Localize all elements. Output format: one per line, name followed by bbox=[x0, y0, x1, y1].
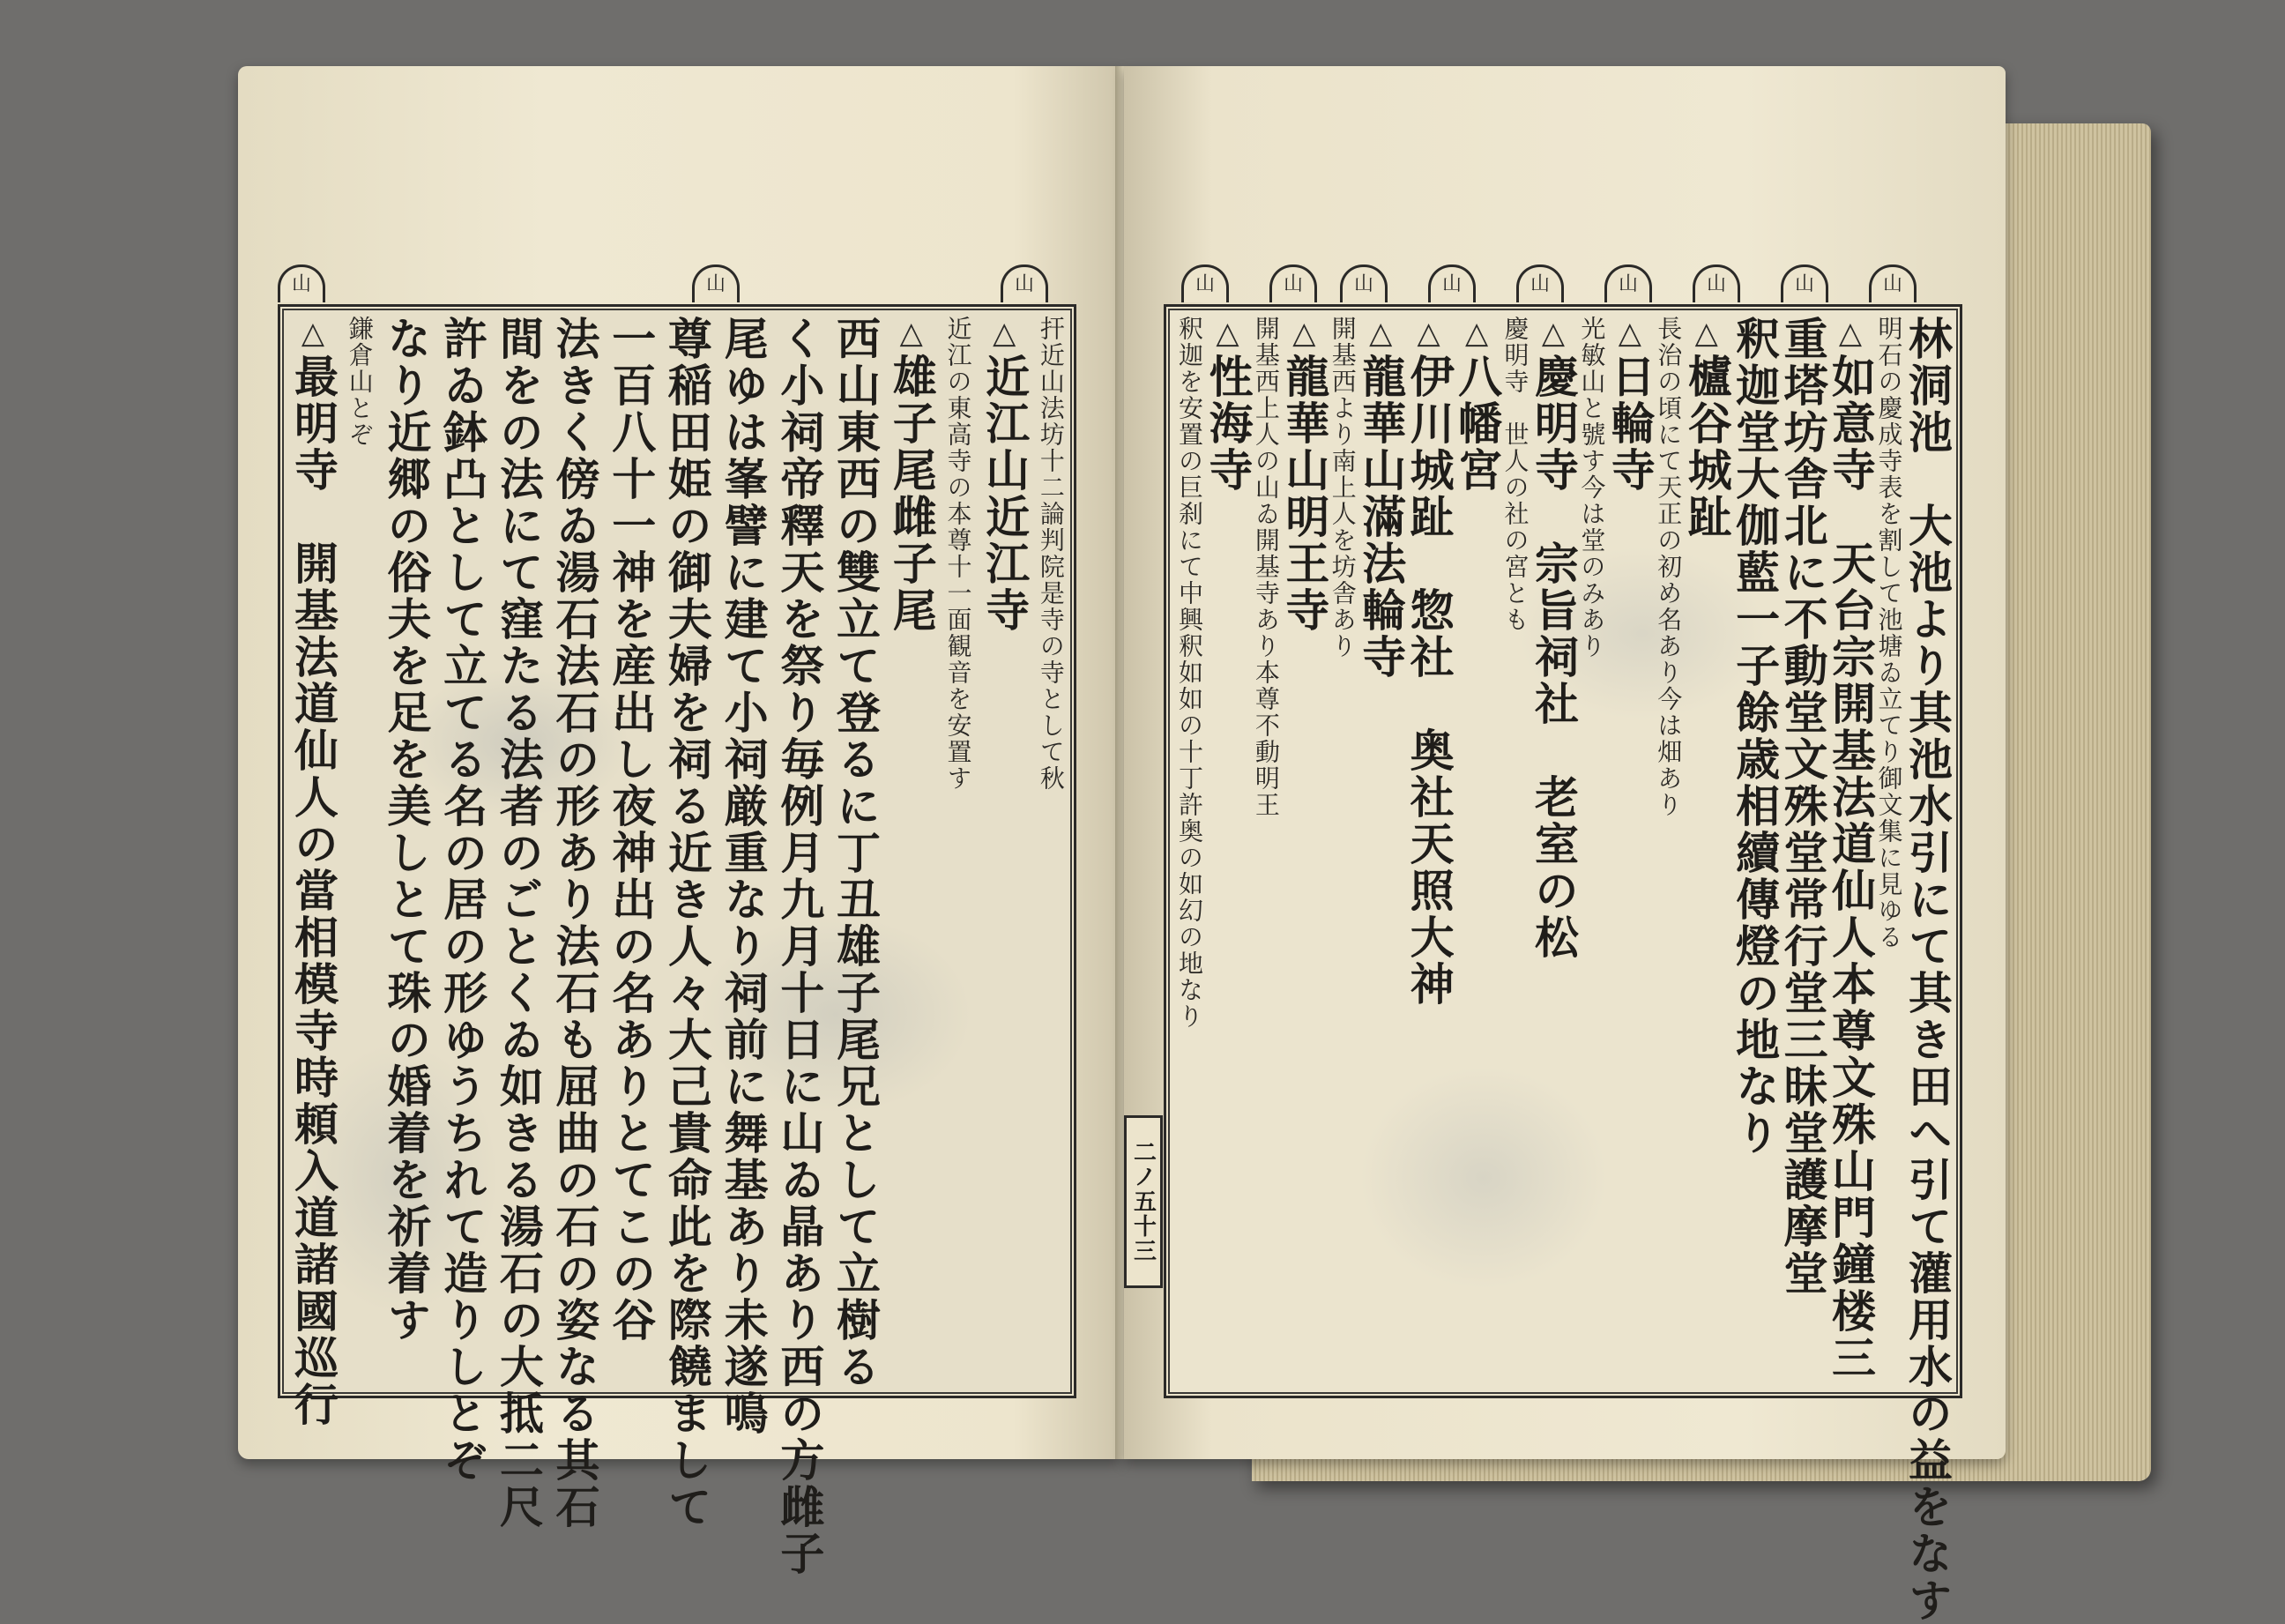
left-header-tabs bbox=[278, 264, 1071, 304]
annotation-column bbox=[345, 316, 375, 1387]
column-text: なり近郷の俗夫を足を美しとて珠の婚着を祈着す bbox=[380, 316, 433, 1344]
header-tab: 山 bbox=[692, 264, 740, 302]
text-column bbox=[830, 316, 882, 1390]
column-text: 伊川城趾 惣社 奥社天照大神 bbox=[1403, 354, 1455, 1008]
entry-marker: △ bbox=[1833, 316, 1868, 354]
text-column bbox=[1278, 316, 1331, 1387]
header-tab: 山 bbox=[1604, 264, 1652, 302]
column-text: 雄子尾雌子尾 bbox=[885, 354, 938, 634]
text-column bbox=[287, 316, 339, 1428]
text-column bbox=[1776, 316, 1829, 1387]
column-text: 慶明寺 世人の社の宮とも bbox=[1500, 316, 1530, 633]
text-column bbox=[548, 316, 601, 1531]
annotation-column bbox=[1874, 316, 1904, 1387]
header-tab: 山 bbox=[278, 264, 325, 302]
column-text: 龍華山滿法輪寺 bbox=[1355, 354, 1408, 681]
header-tab: 山 bbox=[1693, 264, 1740, 302]
open-book bbox=[238, 48, 2045, 1624]
column-text: 許ゐ鉢凸として立てる名の居の形ゆうちれて造りしとぞ bbox=[436, 316, 489, 1484]
entry-marker: △ bbox=[986, 316, 1023, 354]
column-text: 林洞池 大池より其池水引にて其き田へ引て灌用水の益をなす bbox=[1901, 316, 1954, 1624]
column-text: 尊稲田姫の御夫婦を祠る近き人々大己貴命此を際饒まして bbox=[660, 316, 713, 1531]
text-column bbox=[717, 316, 770, 1437]
entry-marker: △ bbox=[1459, 316, 1495, 354]
column-text: 法きく傍ゐ湯石法石の形あり法石も屈曲の石の姿なる其石 bbox=[548, 316, 601, 1531]
column-text: 釈迦堂大伽藍一子餘歳相續傳燈の地なり bbox=[1729, 316, 1782, 1157]
column-text: 龍華山明王寺 bbox=[1278, 354, 1331, 634]
entry-marker: △ bbox=[893, 316, 929, 354]
column-text: 鎌倉山とぞ bbox=[345, 316, 375, 448]
column-text: 性海寺 bbox=[1202, 354, 1254, 494]
text-column bbox=[1825, 316, 1877, 1387]
column-text: 近江山近江寺 bbox=[979, 354, 1031, 634]
text-column bbox=[773, 316, 826, 1577]
entry-marker: △ bbox=[1535, 316, 1571, 354]
annotation-column bbox=[1500, 316, 1530, 1387]
column-text: 慶明寺 宗旨祠社 老室の松 bbox=[1527, 354, 1580, 961]
text-column bbox=[1355, 316, 1408, 1387]
column-text: 重塔坊舎北に不動堂文殊堂常行堂三昧堂護摩堂 bbox=[1776, 316, 1829, 1297]
annotation-column bbox=[1577, 316, 1607, 1387]
header-tab: 山 bbox=[1181, 264, 1229, 302]
column-text: 光敏山と號す今は堂のみあり bbox=[1577, 316, 1607, 659]
column-text: 一百八十一神を産出し夜神出の名ありとてこの谷 bbox=[605, 316, 658, 1344]
header-tab: 山 bbox=[1516, 264, 1564, 302]
right-header-tabs bbox=[1164, 264, 1957, 304]
text-column bbox=[1729, 316, 1782, 1387]
entry-marker: △ bbox=[1363, 316, 1399, 354]
text-column bbox=[1527, 316, 1580, 1387]
annotation-column bbox=[1654, 316, 1684, 1387]
column-text: 最明寺 開基法道仙人の當相模寺時頼入道諸國巡行 bbox=[287, 354, 339, 1428]
left-page bbox=[238, 66, 1120, 1577]
column-text: 開基西より南上人を坊舎あり bbox=[1328, 316, 1358, 659]
column-text: 日輪寺 bbox=[1604, 354, 1656, 494]
column-text: 八幡宮 bbox=[1451, 354, 1504, 494]
text-column bbox=[492, 316, 545, 1531]
text-column bbox=[1403, 316, 1455, 1387]
header-tab: 山 bbox=[1781, 264, 1828, 302]
right-text-frame bbox=[1164, 304, 1962, 1624]
entry-marker: △ bbox=[1611, 316, 1648, 354]
header-tab: 山 bbox=[1428, 264, 1476, 302]
page-folio-number: 二ノ五十三 bbox=[1124, 1115, 1163, 1288]
header-tab: 山 bbox=[1269, 264, 1317, 302]
left-text-frame bbox=[278, 304, 1076, 1577]
entry-marker: △ bbox=[1410, 316, 1447, 354]
left-text-columns bbox=[287, 316, 1066, 1577]
column-text: 明石の慶成寺表を割して池塘ゐ立てり御文集に見ゆる bbox=[1874, 316, 1904, 950]
text-column bbox=[1202, 316, 1254, 1387]
column-text: 長治の頃にて天正の初め名あり今は畑あり bbox=[1654, 316, 1684, 818]
column-text: 開基西上人の山ゐ開基寺あり本尊不動明王 bbox=[1251, 316, 1281, 818]
entry-marker: △ bbox=[295, 316, 331, 354]
text-column bbox=[1901, 316, 1954, 1624]
entry-marker: △ bbox=[1286, 316, 1322, 354]
column-text: 西山東西の雙立て登るに丁丑雄子尾兄として立樹る bbox=[830, 316, 882, 1390]
text-column bbox=[380, 316, 433, 1387]
annotation-column bbox=[1177, 316, 1202, 1387]
entry-marker: △ bbox=[1209, 316, 1246, 354]
header-tab: 山 bbox=[1869, 264, 1917, 302]
header-tab: 山 bbox=[1001, 264, 1048, 302]
text-column bbox=[605, 316, 658, 1387]
column-text: 扞近山法坊十二論判院是寺の寺として秋 bbox=[1036, 316, 1066, 792]
column-text: 間をの法にて窪たる法者のごとくゐ如きる湯石の大抵二尺 bbox=[492, 316, 545, 1531]
header-tab: 山 bbox=[1340, 264, 1388, 302]
text-column bbox=[885, 316, 938, 1387]
right-text-columns bbox=[1175, 316, 1954, 1624]
column-text: く小祠帝釋天を祭り毎例月九月十日に山ゐ晶あり西の方雌子 bbox=[773, 316, 826, 1577]
column-text: 近江の東高寺の本尊十一面観音を安置す bbox=[943, 316, 973, 792]
text-column bbox=[436, 316, 489, 1484]
entry-marker: △ bbox=[1688, 316, 1724, 354]
column-text: 釈迦を安置の巨刹にて中興釈如如の十丁許奥の如幻の地なり bbox=[1175, 316, 1204, 1030]
text-column bbox=[1451, 316, 1504, 1387]
text-column bbox=[660, 316, 713, 1531]
text-column bbox=[1604, 316, 1656, 1387]
column-text: 如意寺 天台宗開基法道仙人本尊文殊山門鐘楼三 bbox=[1825, 354, 1877, 1382]
column-text: 櫨谷城趾 bbox=[1680, 354, 1733, 540]
annotation-column bbox=[943, 316, 973, 1387]
annotation-column bbox=[1328, 316, 1358, 1387]
annotation-column bbox=[1036, 316, 1066, 1387]
text-column bbox=[1680, 316, 1733, 1387]
right-page bbox=[1124, 66, 2006, 1624]
text-column bbox=[979, 316, 1031, 1387]
column-text: 尾ゆは峯譬に建て小祠厳重なり祠前に舞基あり未遂鳴 bbox=[717, 316, 770, 1437]
annotation-column bbox=[1251, 316, 1281, 1387]
